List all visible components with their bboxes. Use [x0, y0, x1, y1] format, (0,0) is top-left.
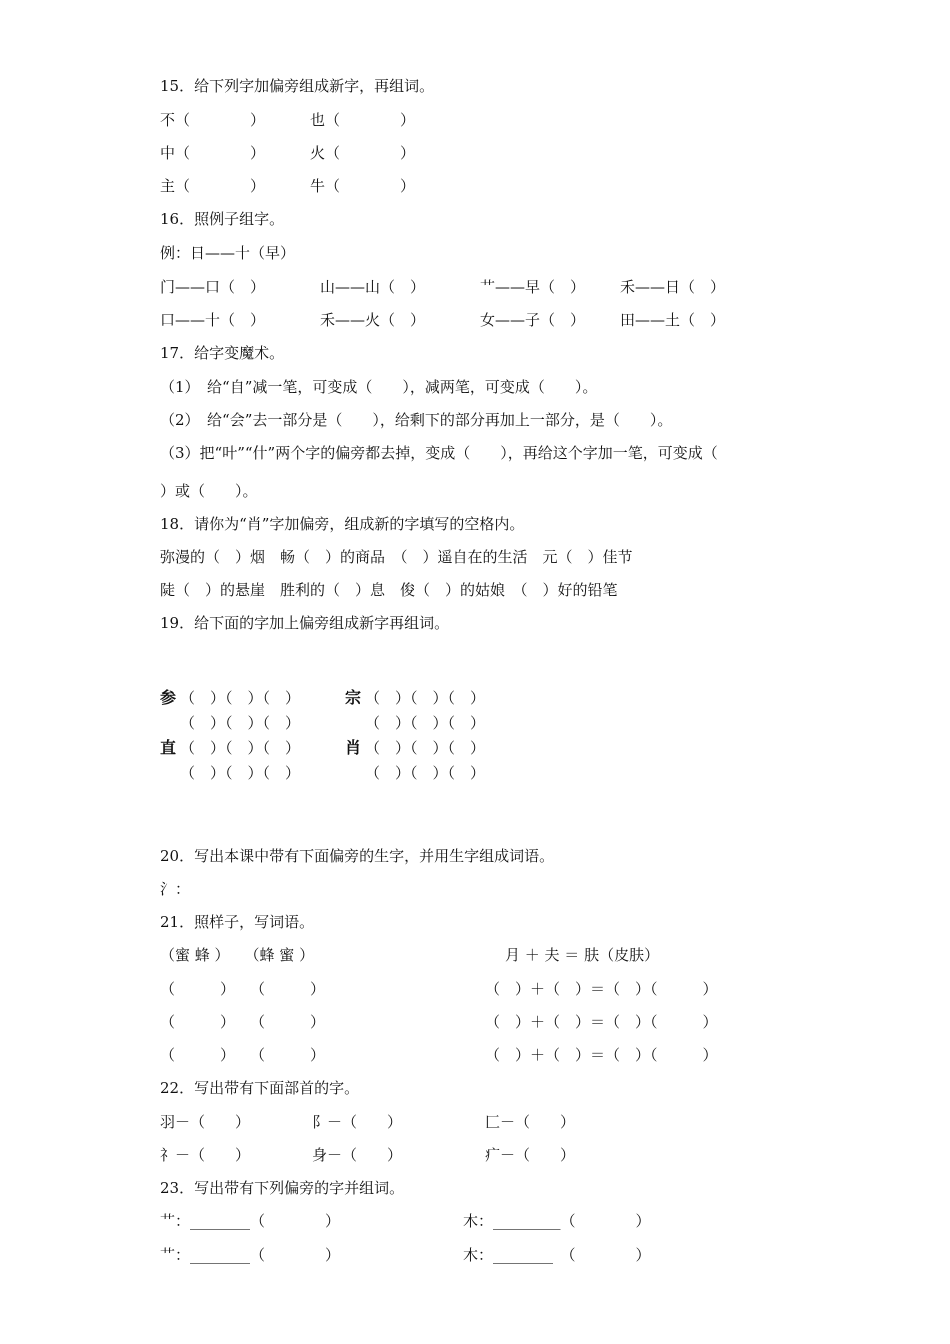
q19-left-blanks-4: （ ）（ ）（ ） [180, 764, 301, 782]
q19-left-blanks-2: （ ）（ ）（ ） [180, 714, 301, 732]
q15-r1-b: 也（ ） [310, 111, 416, 129]
q21-example-right: 月 ＋ 夫 ＝ 肤（皮肤） [505, 946, 660, 964]
q17-line-2: （2） 给“会”去一部分是（ ），给剩下的部分再加上一部分，是（ ）。 [160, 411, 673, 429]
q16-r1-a: 门——口（ ） [160, 278, 266, 296]
q17-line-3: （3）把“叶”“什”两个字的偏旁都去掉，变成（ ），再给这个字加一笔，可变成（ [160, 444, 718, 462]
q23-r2-b: 木：________ （ ） [463, 1246, 651, 1264]
q15-r1-a: 不（ ） [160, 111, 266, 129]
q21-right-row-3: （ ）＋（ ）＝（ ）（ ） [485, 1046, 718, 1064]
q19-left-char-1: 参 [160, 688, 177, 707]
q21-right-row-1: （ ）＋（ ）＝（ ）（ ） [485, 980, 718, 998]
q15-r2-a: 中（ ） [160, 144, 266, 162]
q22-r1-a: 羽－（ ） [160, 1113, 251, 1131]
q17-line-4: ）或（ ）。 [160, 482, 258, 500]
q21-title: 21．照样子，写词语。 [160, 913, 315, 931]
q16-r1-c: 艹——早（ ） [480, 278, 586, 296]
q23-r1-b: 木：_________（ ） [463, 1212, 651, 1230]
q15-title: 15．给下列字加偏旁组成新字，再组词。 [160, 77, 435, 95]
q19-right-blanks-2: （ ）（ ）（ ） [365, 714, 486, 732]
q19-right-blanks-3: （ ）（ ）（ ） [365, 739, 486, 757]
q22-r1-c: 匚－（ ） [485, 1113, 576, 1131]
q19-right-char-3: 肖 [345, 738, 362, 757]
q22-r2-a: 礻－（ ） [160, 1146, 251, 1164]
q20-line: 氵： [160, 880, 191, 898]
q16-title: 16．照例子组字。 [160, 210, 285, 228]
q19-left-blanks-1: （ ）（ ）（ ） [180, 689, 301, 707]
q21-example-left: （蜜 蜂 ） （蜂 蜜 ） [160, 946, 315, 964]
q21-left-row-3: （ ） （ ） [160, 1046, 326, 1064]
q17-title: 17．给字变魔术。 [160, 344, 285, 362]
q23-title: 23．写出带有下列偏旁的字并组词。 [160, 1179, 405, 1197]
q19-right-char-1: 宗 [345, 688, 362, 707]
q16-r2-c: 女——子（ ） [480, 311, 586, 329]
q23-r1-a: 艹：________（ ） [160, 1212, 341, 1230]
q21-right-row-2: （ ）＋（ ）＝（ ）（ ） [485, 1013, 718, 1031]
q21-left-row-1: （ ） （ ） [160, 980, 326, 998]
q19-left-char-3: 直 [160, 738, 177, 757]
q22-title: 22．写出带有下面部首的字。 [160, 1079, 360, 1097]
q20-title: 20．写出本课中带有下面偏旁的生字，并用生字组成词语。 [160, 847, 555, 865]
q16-r1-b: 山——山（ ） [320, 278, 426, 296]
q15-r2-b: 火（ ） [310, 144, 416, 162]
q23-r2-a: 艹：________（ ） [160, 1246, 341, 1264]
q16-example: 例：日——十（早） [160, 244, 296, 262]
q18-line-1: 弥漫的（ ）烟 畅（ ）的商品 （ ）遥自在的生活 元（ ）佳节 [160, 548, 633, 566]
q17-line-1: （1） 给“自”减一笔，可变成（ ），减两笔，可变成（ ）。 [160, 378, 598, 396]
q18-title: 18．请你为“肖”字加偏旁，组成新的字填写的空格内。 [160, 515, 525, 533]
q22-r2-b: 身－（ ） [312, 1146, 403, 1164]
q19-right-blanks-4: （ ）（ ）（ ） [365, 764, 486, 782]
q22-r1-b: 阝－（ ） [312, 1113, 403, 1131]
q18-line-2: 陡（ ）的悬崖 胜利的（ ）息 俊（ ）的姑娘 （ ）好的铅笔 [160, 581, 618, 599]
q21-left-row-2: （ ） （ ） [160, 1013, 326, 1031]
q19-title: 19．给下面的字加上偏旁组成新字再组词。 [160, 614, 450, 632]
q19-right-blanks-1: （ ）（ ）（ ） [365, 689, 486, 707]
q16-r2-b: 禾——火（ ） [320, 311, 426, 329]
q16-r2-a: 口——十（ ） [160, 311, 266, 329]
q16-r2-d: 田——土（ ） [620, 311, 726, 329]
q15-r3-a: 主（ ） [160, 177, 266, 195]
q19-left-blanks-3: （ ）（ ）（ ） [180, 739, 301, 757]
q16-r1-d: 禾——日（ ） [620, 278, 726, 296]
q15-r3-b: 牛（ ） [310, 177, 416, 195]
q22-r2-c: 疒－（ ） [485, 1146, 576, 1164]
